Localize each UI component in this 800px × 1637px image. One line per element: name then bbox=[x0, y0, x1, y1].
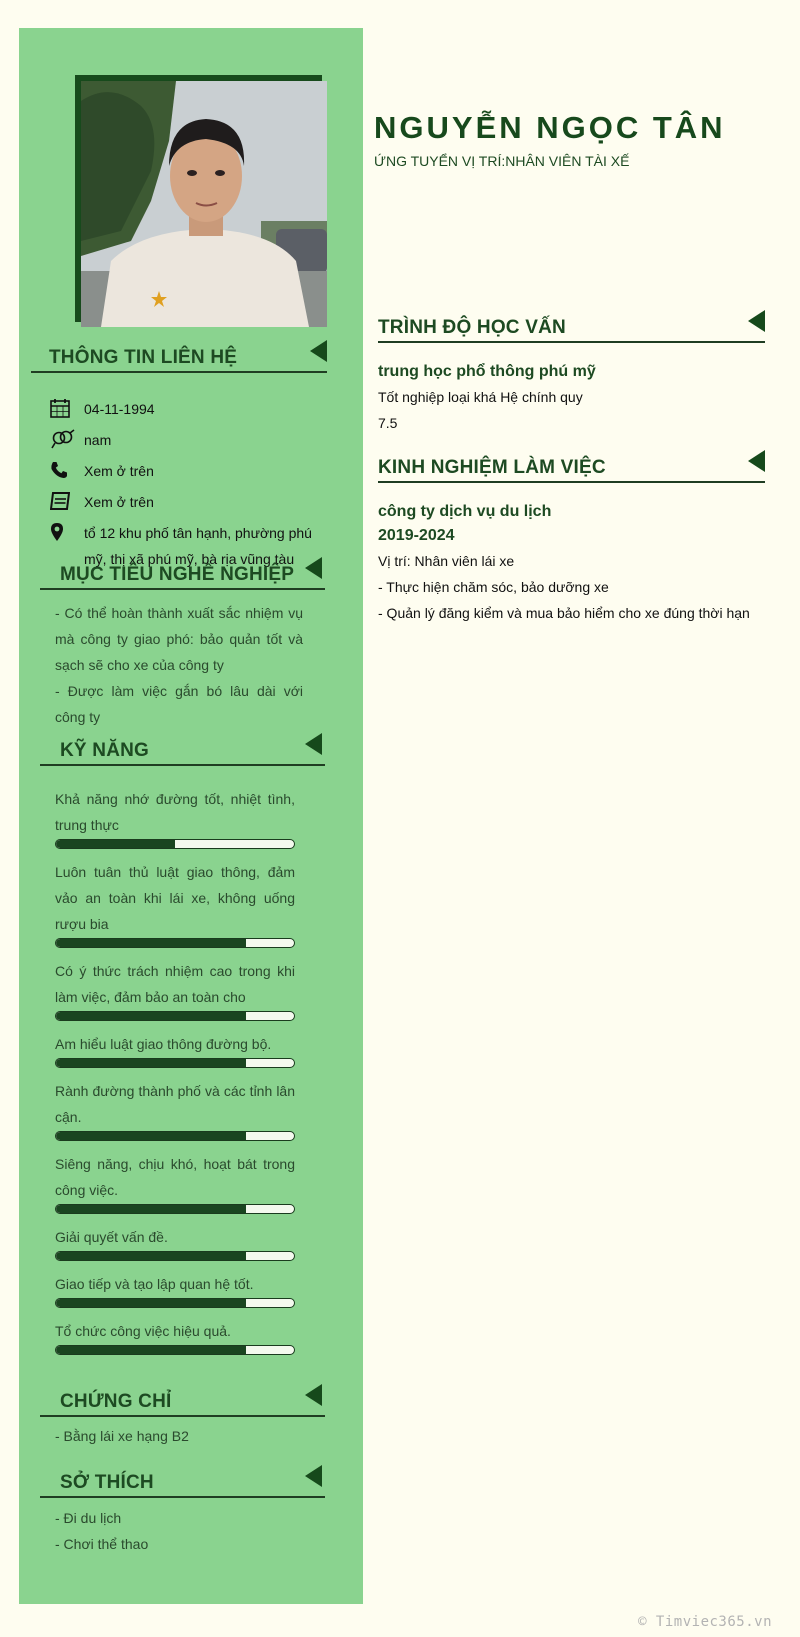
objective-section-title: MỤC TIÊU NGHỀ NGHIỆP bbox=[60, 564, 295, 585]
objective-section-header bbox=[40, 557, 325, 590]
certificates-list bbox=[55, 1423, 303, 1449]
email-icon bbox=[50, 489, 80, 513]
contact-gender-text: nam bbox=[84, 432, 112, 448]
skills-list bbox=[55, 786, 295, 1365]
experience-entry bbox=[378, 500, 778, 626]
section-marker-icon bbox=[305, 1384, 322, 1406]
skill-label: Siêng năng, chịu khó, hoạt bát trong công việc. bbox=[55, 1156, 295, 1198]
certificates-section-header bbox=[40, 1384, 325, 1417]
education-section-title: TRÌNH ĐỘ HỌC VẤN bbox=[378, 317, 566, 338]
experience-duty: - Quản lý đăng kiểm và mua bảo hiểm cho xe đúng thời hạn bbox=[378, 605, 750, 621]
skill-bar-fill bbox=[56, 1252, 246, 1260]
education-section-header bbox=[378, 310, 765, 343]
section-marker-icon bbox=[305, 733, 322, 755]
contact-email-text: Xem ở trên bbox=[84, 494, 154, 510]
skill-label: Giao tiếp và tạo lập quan hệ tốt. bbox=[55, 1276, 254, 1292]
education-degree: Tốt nghiệp loại khá Hệ chính quy bbox=[378, 389, 583, 405]
skill-label: Rành đường thành phố và các tỉnh lân cận. bbox=[55, 1083, 295, 1125]
profile-photo bbox=[81, 81, 327, 327]
section-marker-icon bbox=[305, 557, 322, 579]
experience-section-header bbox=[378, 450, 765, 483]
skill-bar bbox=[55, 1204, 295, 1214]
skill-bar bbox=[55, 1298, 295, 1308]
skills-section-title: KỸ NĂNG bbox=[60, 740, 150, 761]
skill-item bbox=[55, 1318, 295, 1355]
location-icon bbox=[50, 520, 80, 544]
objective-line: - Được làm việc gắn bó lâu dài với công ty bbox=[55, 683, 303, 725]
contact-phone bbox=[50, 458, 315, 489]
hobby-item: - Chơi thể thao bbox=[55, 1536, 149, 1552]
skill-bar-fill bbox=[56, 1299, 246, 1307]
section-marker-icon bbox=[305, 1465, 322, 1487]
skill-bar-fill bbox=[56, 939, 246, 947]
skill-label: Khả năng nhớ đường tốt, nhiệt tình, trung thực bbox=[55, 791, 295, 833]
contact-gender bbox=[50, 427, 315, 458]
skill-bar bbox=[55, 1345, 295, 1355]
objective-line: - Có thể hoàn thành xuất sắc nhiệm vụ mà công ty giao phó: bảo quản tốt và sạch sẽ cho xe của công ty bbox=[55, 605, 303, 673]
hobby-item: - Đi du lịch bbox=[55, 1510, 122, 1526]
skill-bar bbox=[55, 938, 295, 948]
skill-item bbox=[55, 1031, 295, 1068]
contact-phone-text: Xem ở trên bbox=[84, 463, 154, 479]
skill-label: Giải quyết vấn đề. bbox=[55, 1229, 168, 1245]
skill-bar-fill bbox=[56, 840, 175, 848]
skill-bar bbox=[55, 1011, 295, 1021]
watermark: © Timviec365.vn bbox=[638, 1614, 772, 1630]
contact-section-title: THÔNG TIN LIÊN HỆ bbox=[49, 347, 238, 368]
certificate-item: - Bằng lái xe hạng B2 bbox=[55, 1428, 189, 1444]
skill-bar-fill bbox=[56, 1205, 246, 1213]
calendar-icon bbox=[50, 396, 80, 420]
education-school: trung học phổ thông phú mỹ bbox=[378, 363, 596, 380]
skill-item bbox=[55, 786, 295, 849]
skill-bar bbox=[55, 839, 295, 849]
skill-bar bbox=[55, 1131, 295, 1141]
contact-email bbox=[50, 489, 315, 520]
hobbies-section-header bbox=[40, 1465, 325, 1498]
skill-bar bbox=[55, 1251, 295, 1261]
skills-section-header bbox=[40, 733, 325, 766]
education-entry bbox=[378, 360, 768, 436]
experience-period: 2019-2024 bbox=[378, 527, 455, 544]
skill-item bbox=[55, 859, 295, 948]
section-marker-icon bbox=[310, 340, 327, 362]
certificates-section-title: CHỨNG CHỈ bbox=[60, 1391, 172, 1412]
skill-bar-fill bbox=[56, 1346, 246, 1354]
section-marker-icon bbox=[748, 450, 765, 472]
skill-bar-fill bbox=[56, 1132, 246, 1140]
contact-dob bbox=[50, 396, 315, 427]
skill-label: Am hiểu luật giao thông đường bộ. bbox=[55, 1036, 272, 1052]
skill-item bbox=[55, 958, 295, 1021]
skill-item bbox=[55, 1271, 295, 1308]
experience-section-title: KINH NGHIỆM LÀM VIỆC bbox=[378, 457, 606, 478]
skill-item bbox=[55, 1078, 295, 1141]
contact-list bbox=[50, 396, 315, 572]
section-marker-icon bbox=[748, 310, 765, 332]
candidate-name: NGUYỄN NGỌC TÂN bbox=[374, 110, 726, 145]
experience-duty: - Thực hiện chăm sóc, bảo dưỡng xe bbox=[378, 579, 609, 595]
skill-bar bbox=[55, 1058, 295, 1068]
skill-bar-fill bbox=[56, 1059, 246, 1067]
gender-icon bbox=[50, 427, 80, 451]
applied-position: ỨNG TUYỂN VỊ TRÍ:NHÂN VIÊN TÀI XẾ bbox=[374, 153, 630, 169]
experience-company: công ty dịch vụ du lịch bbox=[378, 503, 552, 520]
skill-label: Có ý thức trách nhiệm cao trong khi làm việc, đảm bảo an toàn cho bbox=[55, 963, 295, 1005]
contact-address-text: tổ 12 khu phố tân hạnh, phường phú mỹ, thị xã phú mỹ, bà rịa vũng tàu bbox=[84, 525, 312, 567]
skill-bar-fill bbox=[56, 1012, 246, 1020]
skill-item bbox=[55, 1224, 295, 1261]
hobbies-section-title: SỞ THÍCH bbox=[60, 1472, 154, 1493]
hobbies-list bbox=[55, 1505, 303, 1557]
education-score: 7.5 bbox=[378, 415, 398, 431]
skill-label: Luôn tuân thủ luật giao thông, đảm vảo an toàn khi lái xe, không uống rượu bia bbox=[55, 864, 295, 932]
phone-icon bbox=[50, 458, 80, 482]
contact-dob-text: 04-11-1994 bbox=[84, 401, 155, 417]
objective-text bbox=[55, 600, 303, 730]
experience-role: Vị trí: Nhân viên lái xe bbox=[378, 553, 515, 569]
skill-label: Tổ chức công việc hiệu quả. bbox=[55, 1323, 231, 1339]
contact-section-header bbox=[31, 340, 327, 373]
skill-item bbox=[55, 1151, 295, 1214]
